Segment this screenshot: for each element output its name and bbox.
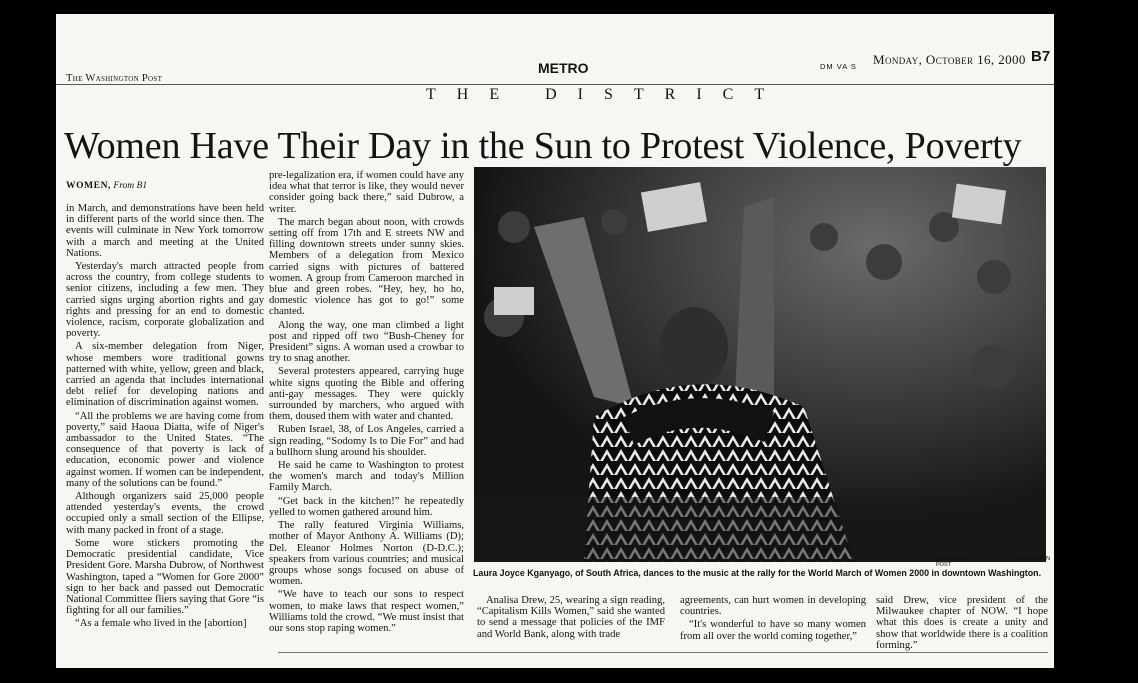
photo-credit: BY MICHAEL LUTZKY — THE WASHINGTON POST <box>936 556 1051 568</box>
district-banner: THE DISTRICT <box>426 86 786 103</box>
paragraph: “It's wonderful to have so many women from all over the world coming together,” <box>680 619 866 642</box>
paragraph: “All the problems we are having come from poverty,” said Haoua Diatta, wife of Niger's ambassador to the United States. “The consequence of that poverty is lack of education, economic power and violence against women. If women can be independent, many of the solutions can be found.” <box>66 410 264 489</box>
bottom-rule <box>278 652 1048 653</box>
bottom-column-1 <box>477 595 665 642</box>
paragraph: The march began about noon, with crowds setting off from 17th and E streets NW and filling downtown streets under sunny skies. Members of a delegation from Mexico carried signs with pictures of battered women. A group from Cameroon marched in blue and green robes. “Hey, hey, ho ho, domestic violence has got to go!” some chanted. <box>269 216 464 318</box>
rally-photo-illustration <box>474 167 1046 562</box>
edition-marks: DM VA S <box>820 62 857 71</box>
publication-name: The Washington Post <box>66 73 163 84</box>
bottom-column-3 <box>876 595 1048 653</box>
paragraph: “Get back in the kitchen!” he repeatedly yelled to women gathered around him. <box>269 495 464 518</box>
page-number: B7 <box>1031 48 1051 65</box>
jump-slug: WOMEN, <box>66 181 112 191</box>
paragraph: Some wore stickers promoting the Democratic presidential candidate, Vice President Gore. Marsha Dubrow, of Northwest Washington, taped a “Women for Gore 2000” sign to her back and passed out Democratic National Committee fliers saying that Gore “is fighting for all our families.” <box>66 537 264 617</box>
article-column-2 <box>269 170 464 636</box>
bottom-column-2 <box>680 595 866 644</box>
section-label: METRO <box>538 60 589 76</box>
headline: Women Have Their Day in the Sun to Protest Violence, Poverty <box>64 125 1022 167</box>
photo-caption: Laura Joyce Kganyago, of South Africa, dances to the music at the rally for the World March of Women 2000 in downtown Washington. <box>473 568 1042 578</box>
paragraph: Ruben Israel, 38, of Los Angeles, carried a sign reading, “Sodomy Is to Die For” and had a bullhorn slung around his shoulder. <box>269 424 464 458</box>
paragraph: A six-member delegation from Niger, whose members wore traditional gowns patterned with white, yellow, green and black, carried an agenda that includes international debt relief for developing nations and elimination of discrimination against women. <box>66 341 264 409</box>
paragraph: in March, and demonstrations have been held in different parts of the world since then. The events will culminate in New York tomorrow with a march and meeting at the United Nations. <box>66 203 264 259</box>
issue-date: Monday, October 16, 2000 <box>873 52 1026 67</box>
paragraph: said Drew, vice president of the Milwaukee chapter of NOW. “I hope what this does is create a unity and show that worldwide there is a coalition forming.” <box>876 595 1048 651</box>
paragraph: “As a female who lived in the [abortion] <box>75 618 247 630</box>
jumpline <box>66 181 147 191</box>
jump-from: From B1 <box>113 181 148 191</box>
paragraph: Several protesters appeared, carrying huge white signs quoting the Bible and offering anti-gay messages. They were quickly surrounded by marchers, who argued with them, doused them with water and chanted. <box>269 366 464 423</box>
paragraph: The rally featured Virginia Williams, mother of Mayor Anthony A. Williams (D); Del. Eleanor Holmes Norton (D-D.C.); speakers from various countries; and musical groups whose songs focused on abuse of women. <box>269 520 464 588</box>
newspaper-page <box>56 14 1054 668</box>
header-rule <box>56 84 1054 85</box>
paragraph: pre-legalization era, if women could have any idea what that terror is like, they would never consider going back there,” said Dubrow, a writer. <box>269 170 464 215</box>
paragraph: He said he came to Washington to protest the women's march and today's Million Family March. <box>269 460 464 494</box>
paragraph: Along the way, one man climbed a light post and ripped off two “Bush-Cheney for President” signs. A woman used a crowbar to try to snag another. <box>269 319 464 365</box>
paragraph: Yesterday's march attracted people from across the country, from college students to senior citizens, including a few men. They carried signs urging abortion rights and gay rights and pressing for an end to domestic violence, racism, corporate globalization and poverty. <box>66 261 264 340</box>
paragraph: agreements, can hurt women in developing countries. <box>680 595 866 618</box>
paragraph: Analisa Drew, 25, wearing a sign reading, “Capitalism Kills Women,” said she wanted to send a message that policies of the IMF and World Bank, along with trade <box>477 595 665 640</box>
paragraph: “We have to teach our sons to respect women, to make laws that respect women,” Williams told the crowd. “We must insist that our sons stop raping women.” <box>269 589 464 634</box>
paragraph: Although organizers said 25,000 people attended yesterday's events, the crowd occupied only a small section of the Ellipse, with many packed in front of a stage. <box>66 491 264 536</box>
rally-photo <box>474 167 1046 562</box>
article-column-1 <box>66 203 264 632</box>
